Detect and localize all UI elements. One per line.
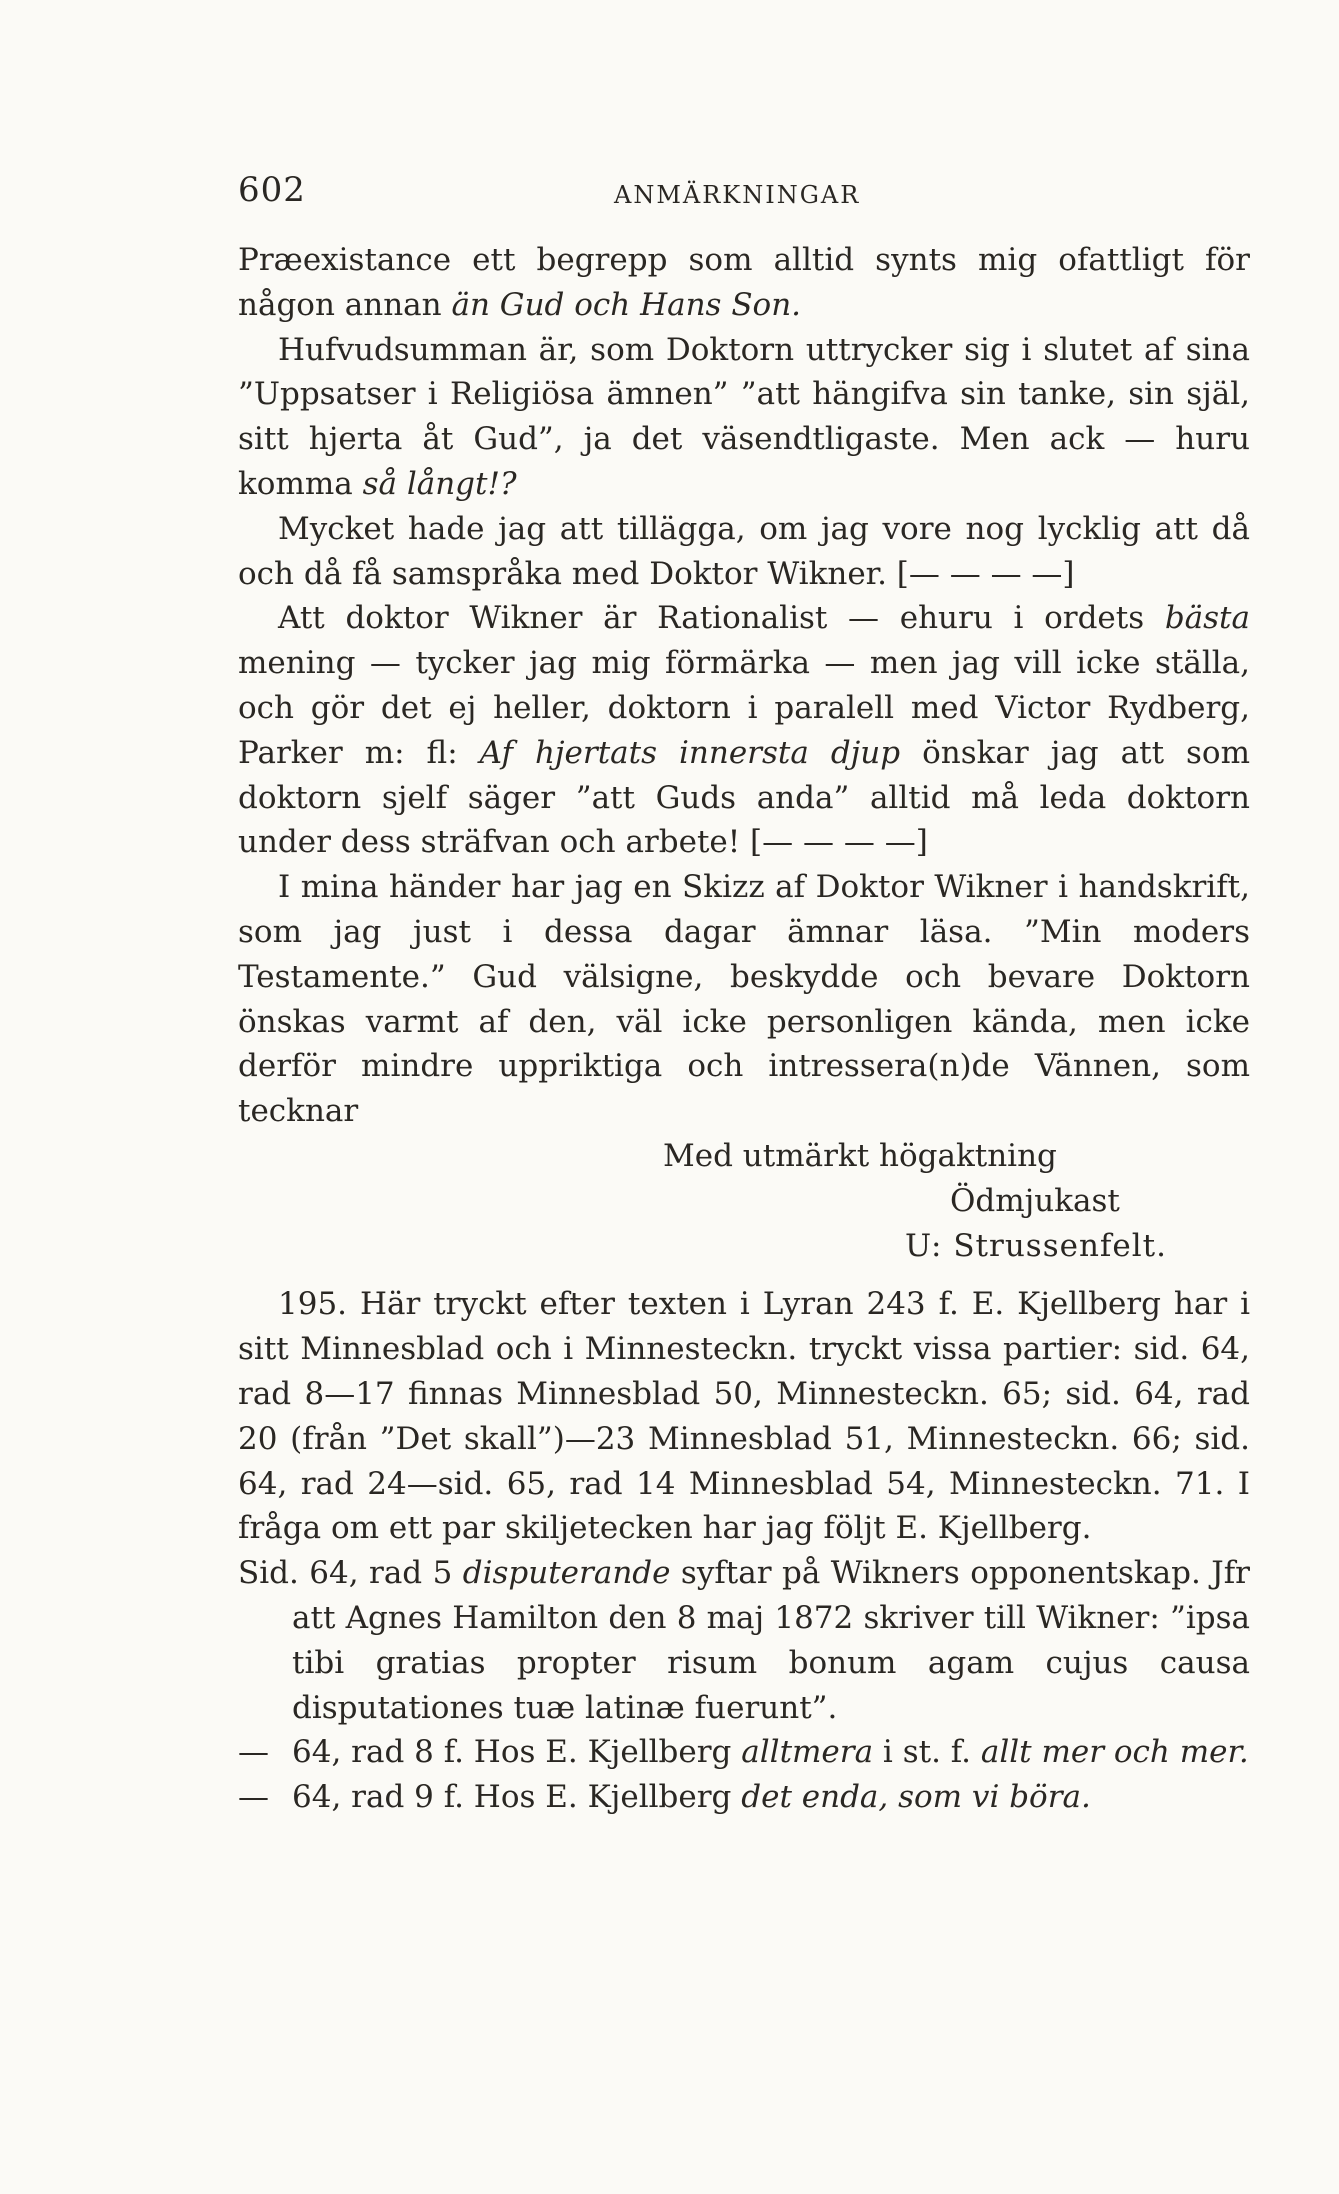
italic-text: än Gud och Hans Son.: [451, 286, 802, 323]
text-run: Hufvudsumman är, som Doktorn uttrycker sig i slutet af sina ”Uppsatser i Religiösa ämnen” ”att hängifva sin tanke, sin själ, sitt hjerta åt Gud”, ja det väsendtligaste. Men ack — huru komma: [238, 331, 1250, 502]
note-sid-64: [238, 1551, 1250, 1730]
closing-line-2: Ödmjukast: [950, 1182, 1120, 1219]
italic-text: allt mer och mer.: [980, 1734, 1249, 1771]
text-run: i st. f.: [873, 1734, 981, 1771]
italic-text: disputerande: [462, 1555, 671, 1592]
italic-text: så långt!?: [362, 465, 517, 502]
text-run: Att doktor Wikner är Rationalist — ehuru i ordets: [278, 600, 1165, 637]
text-run: Sid. 64, rad 5: [238, 1555, 463, 1592]
text-run: 64, rad 8 f. Hos E. Kjellberg: [292, 1734, 742, 1771]
text-run: Præexistance ett begrepp som alltid synts mig ofattligt för någon annan: [238, 242, 1250, 323]
note-195: 195. Här tryckt efter texten i Lyran 243 f. E. Kjellberg har i sitt Minnesblad och i Minnesteckn. tryckt vissa partier: sid. 64, rad 8—17 finnas Minnesblad 50, Minnesteckn. 65; sid. 64, rad 20 (från ”Det skall”)—23 Minnesblad 51, Minnesteckn. 66; sid. 64, rad 24—sid. 65, rad 14 Minnesblad 54, Minnesteckn. 71. I fråga om ett par skiljetecken har jag följt E. Kjellberg.: [238, 1286, 1250, 1547]
note-rad-9: [238, 1775, 1250, 1820]
text-run: syftar på Wikners opponentskap. Jfr att Agnes Hamilton den 8 maj 1872 skriver till Wikner: ”ipsa tibi gratias propter risum bonum agam cujus causa disputationes tuæ latinæ fuerunt”.: [292, 1555, 1250, 1726]
dash-mark: —: [238, 1779, 269, 1816]
paragraph: [238, 328, 1250, 507]
text-run: 64, rad 9 f. Hos E. Kjellberg: [292, 1779, 742, 1816]
closing-line: Med utmärkt högaktning: [663, 1137, 1057, 1174]
body-text: [238, 238, 1250, 1820]
italic-text: Af hjertats innersta djup: [479, 734, 901, 771]
text-run: mening — tycker jag mig förmärka — men jag vill icke ställa, och gör det ej heller, doktorn i paralell med Victor Rydberg, Parker m: fl:: [238, 645, 1250, 771]
paragraph: Mycket hade jag att tillägga, om jag vore nog lycklig att då och då få samspråka med Doktor Wikner. [— — — —]: [238, 510, 1250, 592]
paragraph: [238, 238, 1250, 328]
italic-text: bästa: [1164, 600, 1250, 637]
paragraph: [238, 596, 1250, 865]
italic-text: det enda, som vi böra.: [741, 1779, 1091, 1816]
dash-mark: —: [238, 1734, 269, 1771]
note-rad-8: [238, 1730, 1250, 1775]
running-head: ANMÄRKNINGAR: [614, 181, 861, 209]
signature: U: Strussenfelt.: [905, 1227, 1167, 1264]
italic-text: alltmera: [741, 1734, 874, 1771]
page-header: [238, 170, 1248, 220]
paragraph: I mina händer har jag en Skizz af Doktor Wikner i handskrift, som jag just i dessa dagar ämnar läsa. ”Min moders Testamente.” Gud välsigne, beskydde och bevare Doktorn önskas varmt af den, väl icke personligen kända, men icke derför mindre uppriktiga och intressera(n)de Vännen, som tecknar: [238, 869, 1250, 1130]
page-number: 602: [238, 170, 306, 210]
text-run: önskar jag att som doktorn sjelf säger ”att Guds anda” alltid må leda doktorn under dess sträfvan och arbete! [— — — —]: [238, 734, 1250, 861]
